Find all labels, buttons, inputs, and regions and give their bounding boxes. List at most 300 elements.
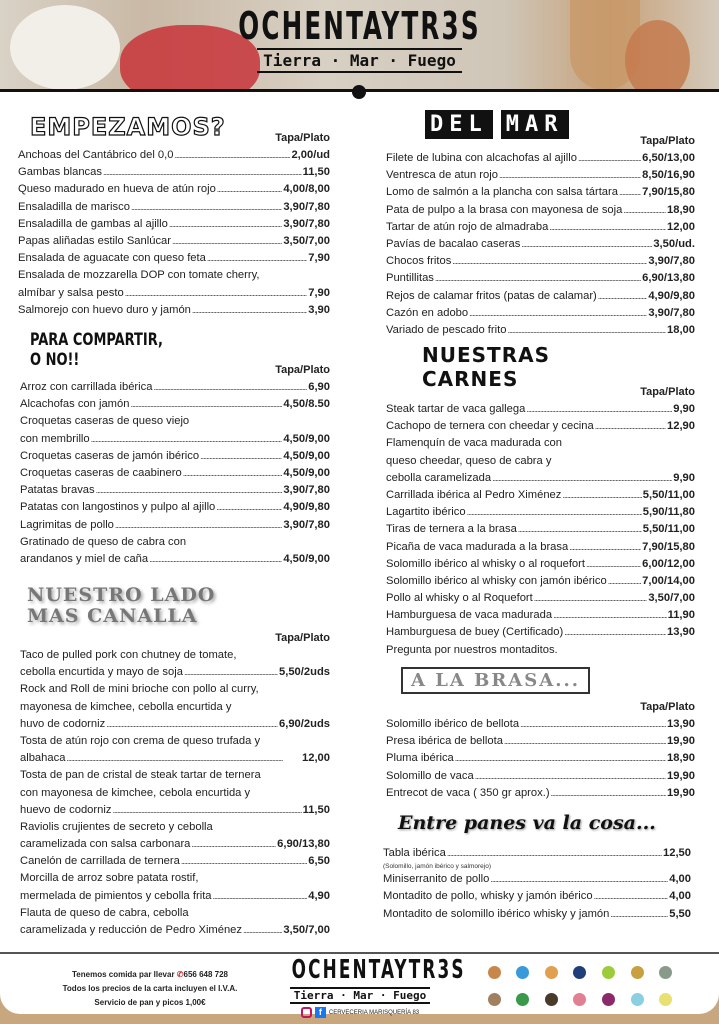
item-name: Arroz con carrillada ibérica [20,381,153,393]
menu-item [383,888,691,905]
item-name: cebolla encurtida y mayo de soja [20,666,183,679]
item-name: Rejos de calamar fritos (patas de calamar) [386,289,597,302]
dot-leader [598,288,648,305]
menu-item-line [386,236,695,253]
menu-item-line [383,906,691,923]
menu-item [20,905,330,939]
dot-leader [610,906,668,923]
menu-item-line [386,270,695,287]
dot-leader [131,199,282,216]
item-price: 12,00 [667,220,695,233]
menu-item-line [386,202,695,219]
menu-item-line [386,150,695,167]
menu-item [18,267,330,301]
dot-leader [534,590,648,607]
item-name: Anchoas del Cantábrico del 0,0 [18,149,174,161]
menu-item-line [386,453,695,470]
menu-item-line [386,305,695,322]
dot-leader [569,539,641,556]
menu-item [20,767,330,819]
item-name: Queso madurado en hueva de atún rojo [18,183,216,196]
item-name: Entrecot de vaca ( 350 gr aprox.) [386,786,550,799]
allergen-icon [659,966,672,979]
dot-leader [130,396,282,413]
item-price: 2,00/ud [291,149,330,161]
item-name: Ensalada de aguacate con queso feta [18,252,206,265]
item-name: Hamburguesa de buey (Certificado) [386,626,564,639]
menu-item-line [386,716,695,733]
menu-item-line [20,819,330,836]
item-price: 7,90/15,80 [642,186,695,199]
menu-item [20,465,330,482]
item-name: cebolla caramelizada [386,471,492,484]
menu-item [386,184,695,201]
section-title-empezamos: EMPEZAMOS? [30,113,226,141]
item-price: 5,50/11,00 [642,523,695,536]
item-price: 3,90/7,80 [283,484,330,497]
menu-item [386,539,695,556]
phone-icon: ✆ [176,970,184,979]
menu-item-line [20,534,330,551]
menu-item-line [18,250,330,267]
menu-item-line [386,573,695,590]
item-name: Presa ibérica de bellota [386,735,503,748]
item-price: 4,90 [308,889,330,902]
menu-item-line [20,664,330,681]
item-name: Filete de lubina con alcachofas al ajillo [386,152,577,164]
item-name: Papas aliñadas estilo Sanlúcar [18,234,171,247]
dot-leader [216,499,282,516]
dot-leader [169,216,282,233]
divider-emblem-icon [352,85,366,99]
brand-tagline: Tierra · Mar · Fuego [257,48,462,73]
item-price: 12,90 [667,420,695,433]
menu-item [20,396,330,413]
menu-item-line [386,556,695,573]
menu-item-line [20,922,330,939]
menu-item [386,167,695,184]
dot-leader [112,802,301,819]
item-name: Gambas blancas [18,166,102,179]
item-price: 3,90/7,80 [648,255,695,268]
item-name: Tosta de pan de cristal de steak tartar de ternera [20,769,261,782]
title-word: MAR [501,110,569,139]
item-name: Puntillitas [386,272,434,285]
item-name: Lagartito ibérico [386,506,466,519]
menu-item-line [20,499,330,516]
menu-item-line [386,470,695,487]
item-price: 3,50/ud. [653,237,695,250]
item-name: caramelizada y reducción de Pedro Ximénez [20,924,243,936]
menu-item [383,871,691,888]
dot-leader [153,379,307,396]
item-price: 9,90 [673,471,695,484]
menu-item-line [18,216,330,233]
menu-item [386,624,695,641]
item-price: 3,50/7,00 [648,592,695,605]
menu-item-line [18,164,330,181]
item-name: Pluma ibérica [386,752,454,765]
dot-leader [564,624,666,641]
menu-item-line [20,396,330,413]
item-name: Salmorejo con huevo duro y jamón [18,303,191,316]
menu-item [18,250,330,267]
section-compartir [20,362,330,568]
menu-item-line [18,199,330,216]
allergen-legend [480,966,680,1006]
item-price: 18,90 [667,203,695,216]
item-price: 4,00/8,00 [283,183,330,196]
item-name: Montadito de pollo, whisky y jamón ibérico [383,890,593,903]
section-panes [383,845,691,923]
iva-note: Todos los precios de la carta incluyen el I.V.A. [62,984,238,993]
item-name: Solomillo ibérico de bellota [386,718,520,730]
menu-item-line [386,288,695,305]
menu-item-line [383,871,691,888]
allergen-icon [631,993,644,1006]
item-price: 8,50/16,90 [642,169,695,182]
dot-leader [551,785,666,802]
allergen-icon [488,966,501,979]
item-price: 6,00/12,00 [642,557,695,570]
item-name: Rock and Roll de mini brioche con pollo al curry, [20,683,259,696]
menu-item-line [386,539,695,556]
menu-item-line [20,870,330,887]
dot-leader [183,465,283,482]
menu-item-line [386,590,695,607]
menu-item-line [20,482,330,499]
title-word: DEL [425,110,493,139]
dot-leader [447,845,662,862]
menu-item-line [386,418,695,435]
instagram-icon[interactable] [301,1007,312,1018]
item-price: 12,00 [302,752,330,765]
dot-leader [553,607,667,624]
item-price: 18,00 [667,323,695,336]
menu-item-line [20,517,330,534]
item-name: Patatas bravas [20,484,95,497]
allergen-icon [545,993,558,1006]
menu-item [383,845,691,871]
menu-item [386,322,695,339]
menu-item [386,253,695,270]
item-name: Alcachofas con jamón [20,398,130,411]
dot-leader [475,768,666,785]
item-price: 4,90/9,80 [283,501,330,514]
menu-item-line [20,716,330,733]
item-name: Ensaladilla de marisco [18,200,130,213]
dot-leader [217,181,283,198]
item-name: Lagrimitas de pollo [20,518,114,531]
dot-leader [115,517,282,534]
menu-item-line [20,853,330,870]
allergen-icon [602,966,615,979]
menu-item-line [20,750,330,767]
menu-item [18,181,330,198]
item-name: Gratinado de queso de cabra con [20,535,187,548]
item-price: 13,90 [667,626,695,639]
section-brasa [386,699,695,802]
dot-leader [207,250,307,267]
menu-item-line [386,521,695,538]
menu-item-line [20,551,330,568]
item-name: huvo de codorniz [20,717,106,730]
item-price: 4,90/9,80 [648,289,695,302]
dot-leader [192,302,307,319]
menu-item [20,647,330,681]
dot-leader [106,716,278,733]
menu-item [383,906,691,923]
item-price: 12,50 [663,847,691,859]
menu-item [386,435,695,487]
dot-leader [490,871,668,888]
menu-item-line [386,253,695,270]
section-canalla [20,630,330,939]
item-name: Picaña de vaca madurada a la brasa [386,540,569,553]
menu-item [18,147,330,164]
item-name: Tabla ibérica [383,847,446,859]
item-name: Croquetas caseras de queso viejo [20,415,190,428]
menu-item [386,607,695,624]
item-name: Miniserranito de pollo [383,873,490,886]
item-price: 11,50 [302,803,330,816]
menu-item [386,202,695,219]
item-name: almíbar y salsa pesto [18,286,124,299]
menu-item [20,499,330,516]
item-price: 3,50/7,00 [283,924,330,936]
dot-leader [96,482,283,499]
dot-leader [452,253,647,270]
title-line: O NO!! [30,350,80,370]
item-price: 6,90/13,80 [642,272,695,285]
item-price: 3,50/7,00 [283,234,330,247]
item-name: Morcilla de arroz sobre patata rostif, [20,872,199,885]
item-price: 19,90 [667,786,695,799]
allergen-icon [659,993,672,1006]
menu-item [386,768,695,785]
item-name: Cachopo de ternera con cheedar y cecina [386,420,594,433]
section-empezamos [18,130,330,319]
menu-item [18,164,330,181]
dot-leader [518,521,642,538]
menu-item [20,534,330,568]
menu-item-line [383,888,691,905]
item-name: con mayonesa de kimchee, cebola encurtida y [20,786,251,799]
menu-item [18,216,330,233]
item-price: 4,50/8.50 [283,398,330,411]
dot-leader [492,470,672,487]
brand-logo [0,4,719,73]
menu-item [20,681,330,733]
item-price: 6,90/13,80 [277,838,330,851]
dot-leader [467,504,642,521]
dot-leader [507,322,666,339]
menu-item-line [383,845,691,862]
menu-item-line [386,487,695,504]
item-name: Ensalada de mozzarella DOP con tomate cherry, [18,269,260,282]
item-price: 6,90 [308,381,330,393]
menu-item-line [20,785,330,802]
menu-item-line [18,147,330,164]
dot-leader [172,233,282,250]
menu-item-line [18,285,330,302]
item-name: Chocos fritos [386,255,452,268]
menu-item [386,487,695,504]
item-price: 18,90 [667,752,695,765]
menu-item-line [20,379,330,396]
phone-number[interactable]: 656 648 728 [183,970,228,979]
item-price: 4,00 [669,873,691,886]
dot-leader [435,270,641,287]
menu-item-line [20,888,330,905]
menu-item [386,236,695,253]
item-name: Tiras de ternera a la brasa [386,523,517,536]
menu-item [386,305,695,322]
menu-item-line [386,219,695,236]
item-name: Canelón de carrillada de ternera [20,855,180,868]
item-price: 4,50/9,00 [283,449,330,462]
dot-leader [586,556,641,573]
tapa-plato-header: Tapa/Plato [640,386,695,398]
menu-item-line [18,302,330,319]
menu-item-line [18,233,330,250]
title-line: NUESTRAS [422,343,550,367]
menu-item [20,517,330,534]
item-name: Solomillo ibérico al whisky o al roquefort [386,557,585,570]
menu-item [20,733,330,767]
menu-item-line [20,647,330,664]
dot-leader [594,888,669,905]
tapa-plato-header: Tapa/Plato [275,632,330,644]
item-name: Pavías de bacalao caseras [386,237,521,250]
item-price: 3,90/7,80 [283,518,330,531]
title-line: PARA COMPARTIR, [30,330,163,350]
menu-item-line [386,607,695,624]
item-price: 3,90 [308,303,330,316]
menu-item [386,401,695,418]
menu-item [20,819,330,853]
item-name: Croquetas caseras de caabinero [20,466,182,479]
allergen-icon [573,966,586,979]
item-name: Montadito de solomillo ibérico whisky y jamón [383,907,610,920]
item-price: 5,50/11,00 [642,488,695,501]
allergen-icon [516,966,529,979]
menu-item-line [20,699,330,716]
item-name: Pata de pulpo a la brasa con mayonesa de soja [386,203,623,216]
menu-item-line [20,733,330,750]
menu-item [386,590,695,607]
dot-leader [125,285,308,302]
title-line: CARNES [422,367,519,391]
dot-leader [608,573,641,590]
item-name: Raviolis crujientes de secreto y cebolla [20,820,213,833]
item-name: Cazón en adobo [386,306,469,319]
item-name: queso cheedar, queso de cabra y [386,454,552,467]
menu-item-line [18,267,330,284]
item-price: 5,90/11,80 [642,506,695,519]
item-name: Steak tartar de vaca gallega [386,403,526,415]
item-name: Lomo de salmón a la plancha con salsa tártara [386,186,618,199]
menu-item [386,785,695,802]
dot-leader [549,219,666,236]
allergen-icon [573,993,586,1006]
dot-leader [520,716,666,733]
item-price: 9,90 [673,403,695,415]
item-price: 13,90 [667,718,695,730]
takeaway-text: Tenemos comida par llevar [72,970,175,979]
dot-leader [595,418,666,435]
social-links [265,1007,455,1018]
dot-leader [66,750,301,767]
tapa-plato-header: Tapa/Plato [640,701,695,713]
menu-item [20,853,330,870]
item-name: Tartar de atún rojo de almadraba [386,220,549,233]
menu-item [18,233,330,250]
menu-item [20,482,330,499]
item-price: 7,00/14,00 [642,574,695,587]
menu-item [386,150,695,167]
menu-item-line [386,785,695,802]
section-footnote: Pregunta por nuestros montaditos. [386,643,558,656]
allergen-icon [488,993,501,1006]
dot-leader [499,167,641,184]
item-price: 6,50/13,00 [642,152,695,164]
section-title-brasa: A LA BRASA... [401,667,590,694]
menu-item-line [20,836,330,853]
header-banner [0,0,719,90]
menu-item-line [20,905,330,922]
item-name: Carrillada ibérica al Pedro Ximénez [386,488,562,501]
item-price: 5,50 [669,907,691,920]
section-title-panes: Entre panes va la cosa... [398,812,656,834]
item-name: con membrillo [20,432,90,445]
tapa-plato-header: Tapa/Plato [275,364,330,376]
item-price: 4,50/9,00 [283,432,330,445]
menu-item-line [386,435,695,452]
bread-note: Servicio de pan y picos 1,00€ [94,998,206,1007]
menu-item [386,270,695,287]
item-price: 11,90 [667,609,695,622]
menu-item [386,556,695,573]
dot-leader [191,836,276,853]
menu-item-line [386,167,695,184]
footer-info [40,968,260,1010]
menu-item [386,573,695,590]
item-price: 4,00 [669,890,691,903]
item-name: caramelizada con salsa carbonara [20,838,191,851]
menu-item-line [386,401,695,418]
dot-leader [526,401,672,418]
item-price: 3,90/7,80 [648,306,695,319]
footer-logo [265,954,466,1018]
item-price: 3,90/7,80 [283,200,330,213]
menu-item [386,733,695,750]
facebook-icon[interactable]: f [315,1007,326,1018]
menu-item [386,504,695,521]
item-name: Solomillo de vaca [386,769,474,782]
item-name: Ensaladilla de gambas al ajillo [18,217,168,230]
menu-item-line [386,504,695,521]
item-name: Solomillo ibérico al whisky con jamón ibérico [386,574,607,587]
section-mar [386,133,695,339]
menu-item [20,379,330,396]
tapa-plato-header: Tapa/Plato [640,135,695,147]
menu-item-line [386,184,695,201]
item-name: Tosta de atún rojo con crema de queso trufada y [20,734,261,747]
item-price: 4,50/9,00 [283,552,330,565]
facebook-page-name[interactable]: CERVECERIA MARISQUERÍA 83 [328,1009,420,1016]
menu-item-line [386,750,695,767]
